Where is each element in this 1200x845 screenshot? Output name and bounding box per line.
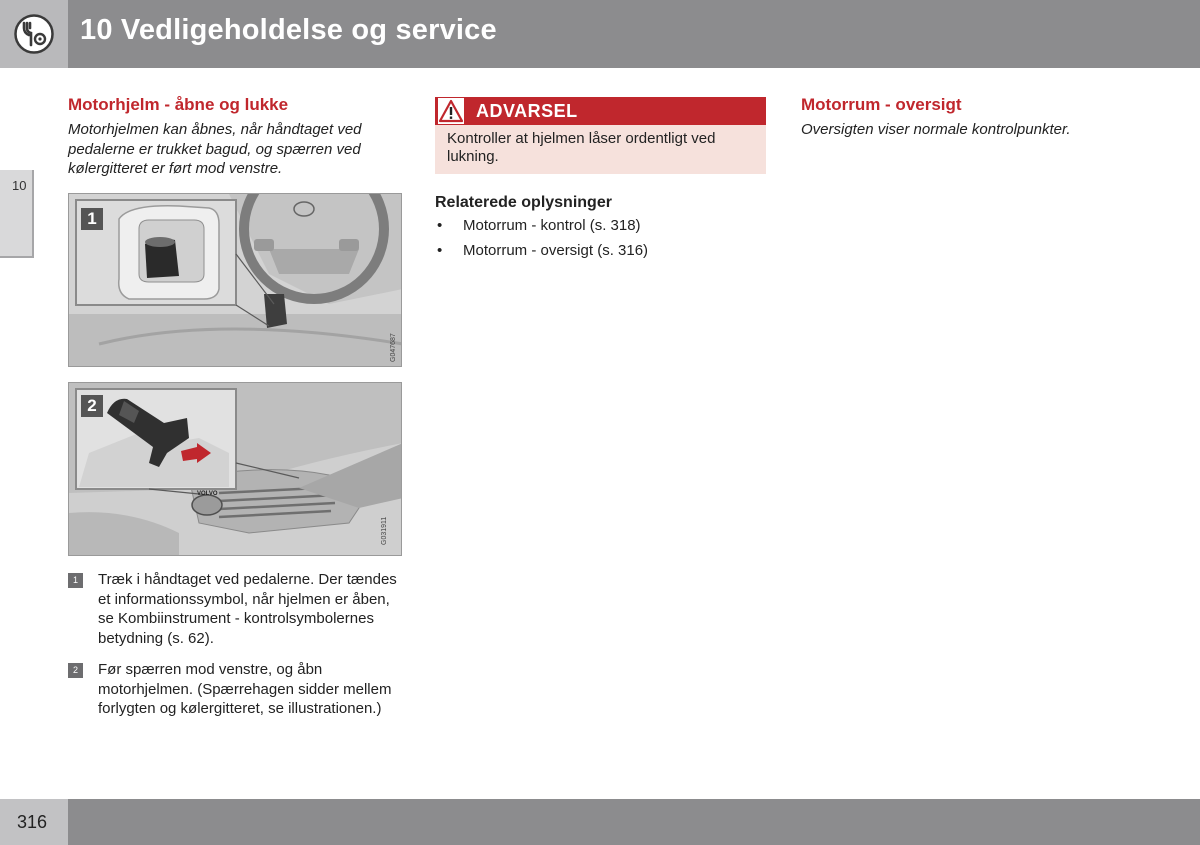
figure-hood-latch [68,382,402,556]
related-link-item[interactable] [435,239,766,264]
page-footer [0,799,1200,845]
figure1-callout-badge: 1 [81,208,103,230]
section-heading-hood: Motorhjelm - åbne og lukke [68,95,289,114]
step-item [68,660,402,719]
warning-triangle-icon [438,98,464,124]
page-number-box [0,799,68,845]
procedure-steps [68,570,402,731]
figure2-callout-badge: 2 [81,395,103,417]
figure2-code: G031911 [381,516,388,545]
side-tab-label: 10 [12,178,27,193]
related-link-text[interactable]: Motorrum - kontrol (s. 318) [463,217,641,234]
section-intro-engine-bay: Oversigten viser normale kontrolpunkter. [801,121,1071,138]
chapter-icon-box [0,0,68,68]
chapter-title: 10 Vedligeholdelse og service [80,14,497,46]
warning-title: ADVARSEL [476,101,578,121]
section-intro-hood: Motorhjelmen kan åbnes, når håndtaget ved pedalerne er trukket bagud, og spærren ved kølergitteret er ført mod venstre. [68,121,362,177]
bullet-glyph: • [437,217,443,234]
related-info-heading: Relaterede oplysninger [435,194,612,211]
grille-brand-logo: VOLVO [197,491,218,497]
step-number-badge: 1 [68,573,83,588]
related-link-text[interactable]: Motorrum - oversigt (s. 316) [463,241,649,259]
figure1-code: G047687 [390,333,397,362]
warning-header [435,97,766,125]
right-column [801,95,1131,140]
step-item [68,570,402,648]
related-link-item[interactable] [435,214,766,239]
step-number-badge: 2 [68,663,83,678]
warning-box [435,97,766,174]
middle-column [435,97,766,263]
left-column [68,95,402,179]
bullet-glyph: • [437,241,443,259]
chapter-header [0,0,1200,68]
section-heading-engine-bay: Motorrum - oversigt [801,95,962,114]
step-text: Træk i håndtaget ved pedalerne. Der tændes et informationssymbol, når hjelmen er åben, se Kombiinstrument - kontrolsymbolernes betydning (s. 62). [98,571,397,647]
figure-hood-release-handle [68,193,402,367]
page-number: 316 [17,812,48,832]
hood-latch-illustration [69,383,402,556]
chapter-side-tab[interactable] [0,170,34,258]
wrench-gear-icon [14,14,54,54]
hood-release-illustration [69,194,402,367]
related-links-list [435,214,766,263]
warning-text: Kontroller at hjelmen låser ordentligt ved lukning. [435,125,766,174]
step-text: Før spærren mod venstre, og åbn motorhjelmen. (Spærrehagen sidder mellem forlygten og kølergitteret, se illustrationen.) [98,661,392,717]
